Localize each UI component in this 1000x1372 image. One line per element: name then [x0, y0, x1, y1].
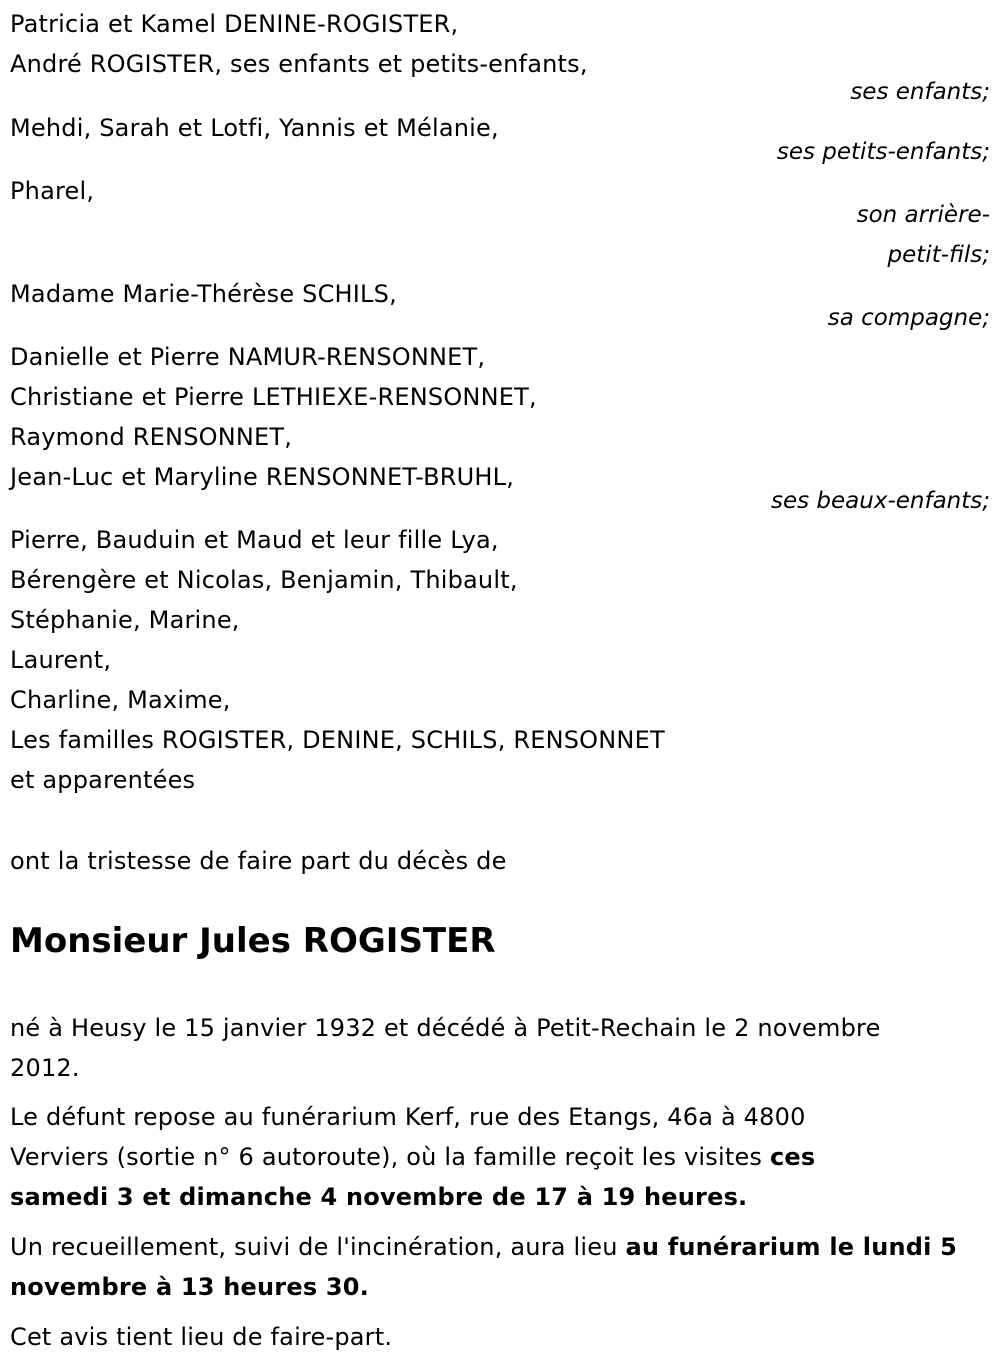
name-line: Laurent,: [10, 646, 112, 674]
ceremony-schedule: au funérarium le lundi 5 novembre à 13 heures 30.: [10, 1233, 958, 1301]
name-line: Pharel,: [10, 177, 95, 205]
grandchildren-group: [10, 108, 990, 172]
relation-label: ses beaux-enfants;: [770, 488, 990, 514]
name-line: et apparentées: [10, 766, 196, 794]
name-line: Raymond RENSONNET,: [10, 423, 293, 451]
name-line: Mehdi, Sarah et Lotfi, Yannis et Mélanie,: [10, 114, 499, 142]
visitation-details: Le défunt repose au funérarium Kerf, rue des Etangs, 46a à 4800 Verviers (sortie n° 6 autoroute), où la famille reçoit les visites: [10, 1103, 806, 1171]
relation-label: sa compagne;: [827, 305, 990, 331]
ceremony-text: [10, 1227, 995, 1307]
relation-label: ses enfants;: [850, 79, 990, 105]
birth-death-text: né à Heusy le 15 janvier 1932 et décédé à Petit-Rechain le 2 novembre 2012.: [10, 1014, 881, 1082]
other-relatives-group: [10, 520, 990, 800]
relation-label: ses petits-enfants;: [776, 139, 990, 165]
name-line: André ROGISTER, ses enfants et petits-enfants,: [10, 50, 588, 78]
name-line: Les familles ROGISTER, DENINE, SCHILS, RENSONNET: [10, 726, 665, 754]
deceased-name: Monsieur Jules ROGISTER: [10, 921, 496, 961]
name-line: Bérengère et Nicolas, Benjamin, Thibault,: [10, 566, 518, 594]
relation-label: petit-fils;: [887, 242, 990, 268]
visitation-text: [10, 1097, 910, 1217]
name-line: Stéphanie, Marine,: [10, 606, 240, 634]
name-line: Christiane et Pierre LETHIEXE-RENSONNET,: [10, 383, 537, 411]
relation-label: son arrière-: [856, 202, 990, 228]
children-group: [10, 4, 990, 108]
name-line: Madame Marie-Thérèse SCHILS,: [10, 280, 397, 308]
partner-group: [10, 274, 990, 338]
announcement-text: ont la tristesse de faire part du décès de: [10, 847, 507, 875]
name-line: Patricia et Kamel DENINE-ROGISTER,: [10, 10, 459, 38]
closing-text: Cet avis tient lieu de faire-part.: [10, 1323, 393, 1351]
name-line: Danielle et Pierre NAMUR-RENSONNET,: [10, 343, 486, 371]
great-grandchild-group: [10, 171, 990, 275]
visitation-schedule: ces samedi 3 et dimanche 4 novembre de 17 à 19 heures.: [10, 1143, 816, 1211]
stepchildren-group: [10, 337, 990, 521]
name-line: Charline, Maxime,: [10, 686, 231, 714]
name-line: Jean-Luc et Maryline RENSONNET-BRUHL,: [10, 463, 515, 491]
name-line: Pierre, Bauduin et Maud et leur fille Lya,: [10, 526, 499, 554]
ceremony-details: Un recueillement, suivi de l'incinération, aura lieu: [10, 1233, 626, 1261]
